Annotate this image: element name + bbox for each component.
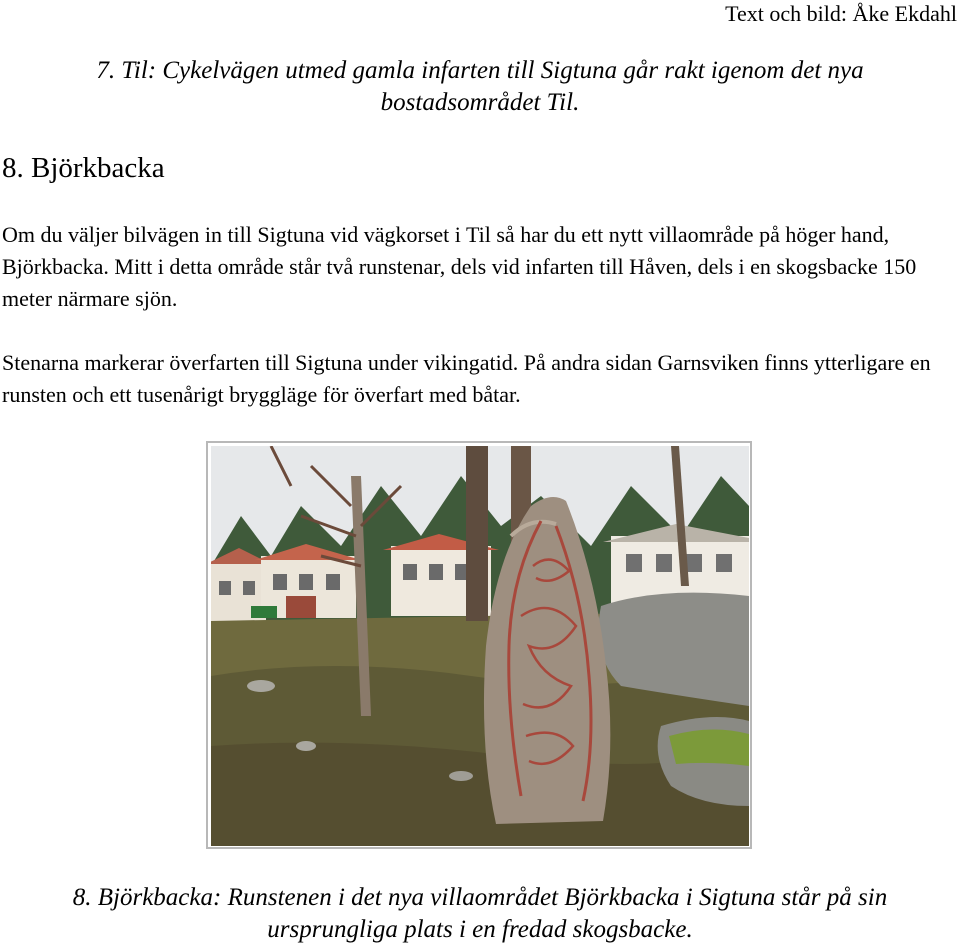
previous-caption-line-2: bostadsområdet Til.: [380, 89, 580, 116]
figure-caption: [0, 882, 960, 946]
figure-caption-line-1: 8. Björkbacka: Runstenen i det nya villaområdet Björkbacka i Sigtuna står på sin: [72, 884, 888, 911]
paragraph-history: Stenarna markerar överfarten till Sigtuna under vikingatid. På andra sidan Garnsviken finns ytterligare en runsten och ett tusenårigt bryggläge för överfart med båtar.: [2, 350, 931, 407]
previous-caption-line-1: 7. Til: Cykelvägen utmed gamla infarten till Sigtuna går rakt igenom det nya: [96, 57, 864, 84]
runestone-photo-illustration: [211, 446, 749, 846]
photo-credit: Text och bild: Åke Ekdahl: [725, 1, 957, 26]
figure-caption-line-2: ursprungliga plats i en fredad skogsbacke.: [267, 916, 693, 943]
previous-figure-caption: [0, 55, 960, 119]
runestone-photo: [206, 441, 752, 849]
section-heading: 8. Björkbacka: [2, 152, 165, 184]
paragraph-intro: Om du väljer bilvägen in till Sigtuna vid vägkorset i Til så har du ett nytt villaområde på höger hand, Björkbacka. Mitt i detta område står två runstenar, dels vid infarten till Håven, dels i en skogsbacke 150 meter närmare sjön.: [2, 222, 917, 311]
